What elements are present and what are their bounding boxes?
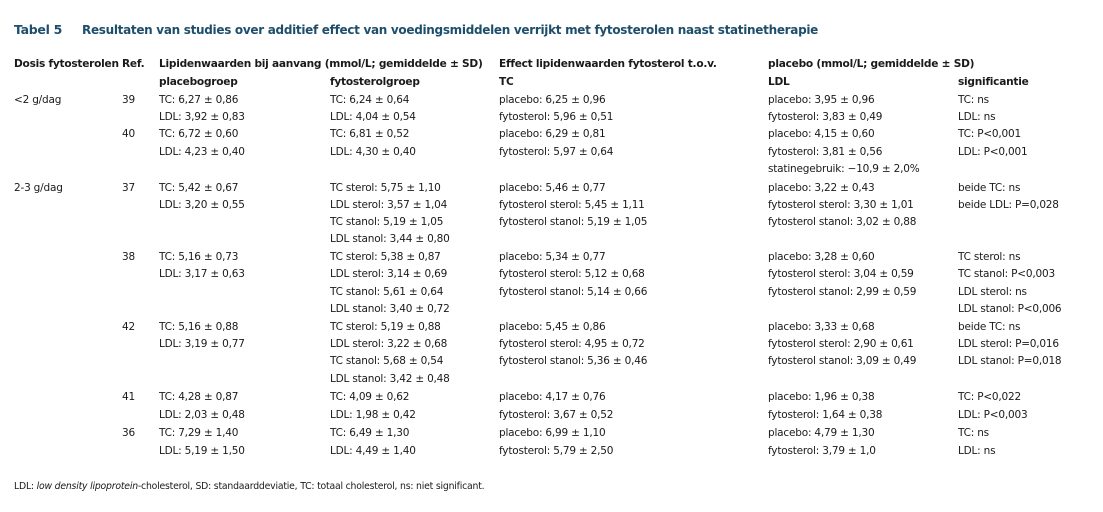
cell-tc: placebo: 6,99 ± 1,10 [499, 427, 606, 439]
cell-sig: LDL: P<0,001 [958, 146, 1028, 158]
cell-tc: placebo: 4,17 ± 0,76 [499, 391, 606, 403]
cell-sig: TC: P<0,022 [958, 391, 1021, 403]
cell-sig: LDL: ns [958, 111, 996, 123]
header-ref: Ref. [122, 58, 145, 70]
header-effect: Effect lipidenwaarden fytosterol t.o.v. [499, 58, 717, 70]
cell-ref: 37 [122, 182, 135, 194]
cell-placebogroep: LDL: 3,20 ± 0,55 [159, 199, 245, 211]
cell-ldl: placebo: 1,96 ± 0,38 [768, 391, 875, 403]
cell-ldl: fytosterol: 3,83 ± 0,49 [768, 111, 883, 123]
footnote-suffix: -cholesterol, SD: standaarddeviatie, TC: totaal cholesterol, ns: niet significant. [137, 481, 485, 492]
cell-tc: placebo: 5,34 ± 0,77 [499, 251, 606, 263]
cell-placebogroep: TC: 5,42 ± 0,67 [159, 182, 239, 194]
cell-ldl: placebo: 4,15 ± 0,60 [768, 128, 875, 140]
cell-placebogroep: TC: 6,27 ± 0,86 [159, 94, 239, 106]
footnote-prefix: LDL: [14, 481, 37, 492]
cell-fytosterolgroep: TC sterol: 5,38 ± 0,87 [330, 251, 441, 263]
cell-tc: fytosterol stanol: 5,36 ± 0,46 [499, 355, 648, 367]
cell-dosis: <2 g/dag [14, 94, 62, 106]
cell-fytosterolgroep: LDL stanol: 3,40 ± 0,72 [330, 303, 450, 315]
cell-sig: LDL stanol: P<0,006 [958, 303, 1062, 315]
cell-placebogroep: LDL: 4,23 ± 0,40 [159, 146, 245, 158]
cell-ldl: fytosterol: 1,64 ± 0,38 [768, 409, 883, 421]
cell-sig: TC: ns [958, 427, 989, 439]
header-lipiden: Lipidenwaarden bij aanvang (mmol/L; gemiddelde ± SD) [159, 58, 483, 70]
cell-ldl: placebo: 3,28 ± 0,60 [768, 251, 875, 263]
cell-fytosterolgroep: TC: 4,09 ± 0,62 [330, 391, 410, 403]
cell-sig: TC: ns [958, 94, 989, 106]
cell-placebogroep: LDL: 3,19 ± 0,77 [159, 338, 245, 350]
cell-ldl: fytosterol: 3,79 ± 1,0 [768, 445, 876, 457]
cell-fytosterolgroep: LDL: 4,04 ± 0,54 [330, 111, 416, 123]
footnote [14, 481, 484, 492]
header-ldl: LDL [768, 76, 790, 88]
cell-ldl: fytosterol sterol: 3,04 ± 0,59 [768, 268, 914, 280]
header-fytosterolgroep: fytosterolgroep [330, 76, 420, 88]
cell-tc: fytosterol: 3,67 ± 0,52 [499, 409, 614, 421]
header-placebo: placebo (mmol/L; gemiddelde ± SD) [768, 58, 975, 70]
table-caption: Resultaten van studies over additief effect van voedingsmiddelen verrijkt met fytosterolen naast statinetherapie [82, 23, 819, 37]
cell-fytosterolgroep: TC: 6,24 ± 0,64 [330, 94, 410, 106]
cell-ref: 42 [122, 321, 135, 333]
cell-ldl: fytosterol sterol: 2,90 ± 0,61 [768, 338, 914, 350]
cell-fytosterolgroep: TC: 6,81 ± 0,52 [330, 128, 410, 140]
cell-tc: fytosterol sterol: 5,12 ± 0,68 [499, 268, 645, 280]
cell-tc: placebo: 5,46 ± 0,77 [499, 182, 606, 194]
cell-sig: LDL: P<0,003 [958, 409, 1028, 421]
cell-ldl: statinegebruik: −10,9 ± 2,0% [768, 163, 920, 175]
cell-tc: fytosterol: 5,96 ± 0,51 [499, 111, 614, 123]
cell-fytosterolgroep: LDL sterol: 3,14 ± 0,69 [330, 268, 448, 280]
header-dosis: Dosis fytosterolen [14, 58, 119, 70]
cell-placebogroep: LDL: 3,92 ± 0,83 [159, 111, 245, 123]
cell-tc: placebo: 6,29 ± 0,81 [499, 128, 606, 140]
cell-placebogroep: TC: 5,16 ± 0,73 [159, 251, 239, 263]
cell-placebogroep: LDL: 3,17 ± 0,63 [159, 268, 245, 280]
header-significantie: significantie [958, 76, 1029, 88]
cell-placebogroep: TC: 6,72 ± 0,60 [159, 128, 239, 140]
cell-ref: 40 [122, 128, 135, 140]
cell-placebogroep: LDL: 5,19 ± 1,50 [159, 445, 245, 457]
cell-placebogroep: TC: 5,16 ± 0,88 [159, 321, 239, 333]
cell-fytosterolgroep: LDL stanol: 3,44 ± 0,80 [330, 233, 450, 245]
cell-sig: TC stanol: P<0,003 [958, 268, 1055, 280]
cell-ldl: fytosterol stanol: 3,09 ± 0,49 [768, 355, 917, 367]
cell-fytosterolgroep: TC stanol: 5,61 ± 0,64 [330, 286, 444, 298]
cell-placebogroep: LDL: 2,03 ± 0,48 [159, 409, 245, 421]
cell-sig: beide TC: ns [958, 182, 1021, 194]
cell-tc: placebo: 6,25 ± 0,96 [499, 94, 606, 106]
cell-ldl: placebo: 3,33 ± 0,68 [768, 321, 875, 333]
cell-ldl: fytosterol stanol: 2,99 ± 0,59 [768, 286, 917, 298]
cell-ldl: fytosterol stanol: 3,02 ± 0,88 [768, 216, 917, 228]
cell-fytosterolgroep: TC stanol: 5,68 ± 0,54 [330, 355, 444, 367]
footnote-italic: low density lipoprotein [36, 481, 138, 492]
cell-sig: TC: P<0,001 [958, 128, 1021, 140]
cell-ldl: placebo: 3,95 ± 0,96 [768, 94, 875, 106]
cell-sig: beide LDL: P=0,028 [958, 199, 1059, 211]
cell-tc: fytosterol: 5,97 ± 0,64 [499, 146, 614, 158]
cell-sig: LDL: ns [958, 445, 996, 457]
cell-fytosterolgroep: TC: 6,49 ± 1,30 [330, 427, 410, 439]
cell-fytosterolgroep: TC stanol: 5,19 ± 1,05 [330, 216, 444, 228]
cell-fytosterolgroep: TC sterol: 5,19 ± 0,88 [330, 321, 441, 333]
cell-fytosterolgroep: LDL: 4,49 ± 1,40 [330, 445, 416, 457]
table-number: Tabel 5 [14, 22, 63, 37]
cell-sig: LDL stanol: P=0,018 [958, 355, 1062, 367]
cell-placebogroep: TC: 7,29 ± 1,40 [159, 427, 239, 439]
cell-fytosterolgroep: LDL: 4,30 ± 0,40 [330, 146, 416, 158]
cell-fytosterolgroep: LDL sterol: 3,22 ± 0,68 [330, 338, 448, 350]
header-tc: TC [499, 76, 514, 88]
table-title [14, 22, 818, 37]
cell-sig: LDL sterol: ns [958, 286, 1027, 298]
cell-placebogroep: TC: 4,28 ± 0,87 [159, 391, 239, 403]
cell-fytosterolgroep: LDL sterol: 3,57 ± 1,04 [330, 199, 448, 211]
cell-tc: fytosterol stanol: 5,19 ± 1,05 [499, 216, 648, 228]
cell-dosis: 2-3 g/dag [14, 182, 63, 194]
cell-ref: 38 [122, 251, 135, 263]
cell-tc: fytosterol sterol: 4,95 ± 0,72 [499, 338, 645, 350]
cell-fytosterolgroep: LDL: 1,98 ± 0,42 [330, 409, 416, 421]
cell-tc: fytosterol sterol: 5,45 ± 1,11 [499, 199, 645, 211]
cell-ldl: fytosterol: 3,81 ± 0,56 [768, 146, 883, 158]
cell-fytosterolgroep: LDL stanol: 3,42 ± 0,48 [330, 373, 450, 385]
cell-tc: fytosterol stanol: 5,14 ± 0,66 [499, 286, 648, 298]
cell-tc: fytosterol: 5,79 ± 2,50 [499, 445, 614, 457]
cell-ref: 39 [122, 94, 135, 106]
cell-tc: placebo: 5,45 ± 0,86 [499, 321, 606, 333]
cell-sig: LDL sterol: P=0,016 [958, 338, 1059, 350]
header-placebogroep: placebogroep [159, 76, 238, 88]
cell-ref: 36 [122, 427, 135, 439]
cell-ldl: fytosterol sterol: 3,30 ± 1,01 [768, 199, 914, 211]
cell-ldl: placebo: 4,79 ± 1,30 [768, 427, 875, 439]
cell-ldl: placebo: 3,22 ± 0,43 [768, 182, 875, 194]
cell-sig: beide TC: ns [958, 321, 1021, 333]
cell-sig: TC sterol: ns [958, 251, 1021, 263]
cell-fytosterolgroep: TC sterol: 5,75 ± 1,10 [330, 182, 441, 194]
cell-ref: 41 [122, 391, 135, 403]
